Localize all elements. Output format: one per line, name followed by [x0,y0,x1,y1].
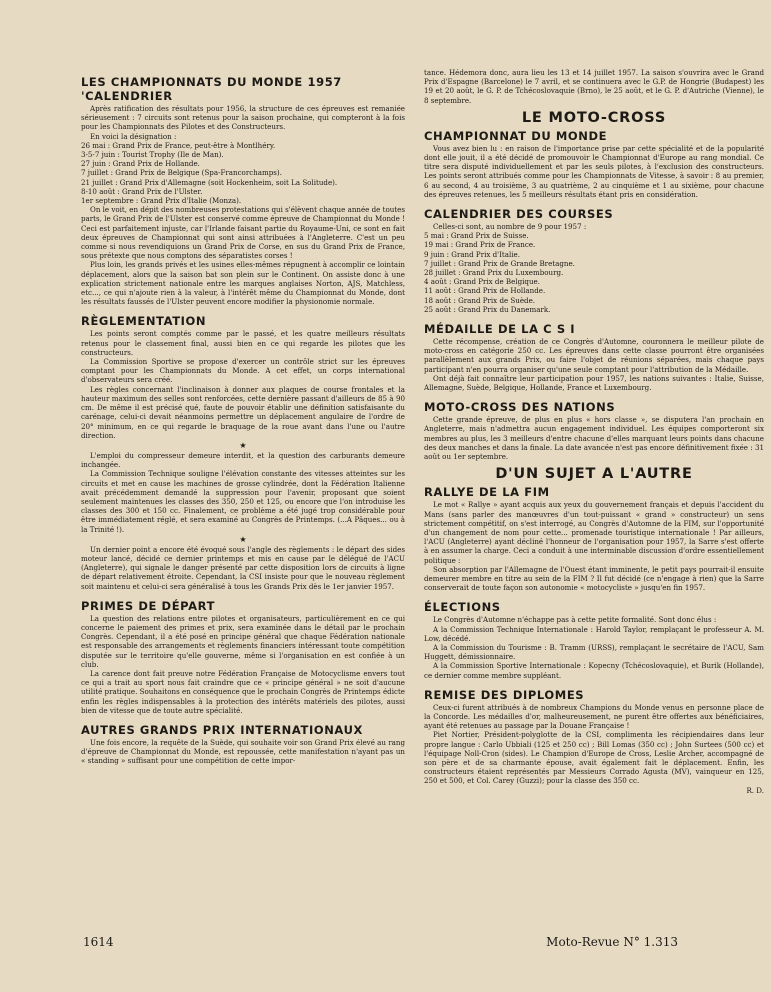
heading-medaille: MÉDAILLE DE LA C S I [424,322,576,337]
schedule-item: 7 juillet : Grand Prix de Belgique (Spa-Francorchamps). [81,168,282,178]
course-item: 19 mai : Grand Prix de France. [424,240,536,250]
paragraph: Les règles concernant l'inclinaison à donner aux plaques de course frontales et la hauteur maximum des selles sont renforcées, cette dernière passant d'ailleurs de 85 à 90 cm. De même il est précisé qué, faute de pouvoir établir une définition satisfaisante du carénage, celui-ci devait néanmoins permettre un déplacement angulaire de l'ordre de 20° minimum, en ce qui regarde le braquage de la roue avant dans l'une ou l'autre direction. [81,384,405,440]
author-signature: R. D. [746,785,764,795]
course-item: 5 mai : Grand Prix de Suisse. [424,231,529,241]
issue-label: Moto-Revue N° 1.313 [546,935,678,949]
heading-rallye: RALLYE DE LA FIM [424,485,550,500]
course-item: 28 juillet : Grand Prix du Luxembourg. [424,268,564,278]
course-item: 25 août : Grand Prix du Danemark. [424,304,551,314]
paragraph: Cette récompense, création de ce Congrès d'Automne, couronnera le meilleur pilote de moto-cross en catégorie 250 cc. Les épreuves dans cette classe pourront être organisées parallèlement aux grands Prix, ou faire l'objet de réunions séparées, mais chaque pays participant n'en pourra organiser qu'une seule comptant pour l'attribution de la Médaille. [424,337,764,374]
paragraph: Ceux-ci furent attribués à de nombreux Champions du Monde venus en personne place de la Concorde. Les médailles d'or, malheureusement, ne purent être offertes aux bénéficiaires, ayant été retenues au passage par la Douane Française ! [424,702,764,731]
paragraph: Un dernier point a encore été évoqué sous l'angle des règlements : le départ des sides moteur lancé, décidé ce dernier printemps et mis en cause par le délégué de l'ACU (Angleterre), qui signale le danger présenté par cette disposition lors de circuits à ligne de départ relativement étroite. Cependant, la CSI insiste pour que le nouveau règlement soit maintenu et celui-ci sera généralisé à tous les Grands Prix dès le 1er janvier 1957. [81,544,405,591]
paragraph: Cette grande épreuve, de plus en plus « hors classe », se disputera l'an prochain en Angleterre, mais n'admettra aucun engagement individuel. Les équipes comporteront six membres au plus, les 3 meilleurs d'entre chacune d'elles marquant leurs points dans chacune des deux manches et dans la finale. La date avancée n'est pas encore définitivement fixée : 31 août ou 1er septembre. [424,415,764,462]
paragraph: Son absorption par l'Allemagne de l'Ouest étant imminente, le petit pays pourrait-il ensuite demeurer membre en titre au sein de la FIM ? Il fut décidé (ce n'engage à rien) que la Sarre conserverait de toute façon son autonomie « motocycliste » jusqu'en fin 1957. [424,564,764,593]
course-item: 7 juillet : Grand Prix de Grande Bretagne. [424,258,575,268]
paragraph: En voici la désignation : [90,131,177,141]
heading-championnats: LES CHAMPIONNATS DU MONDE 1957 [81,75,342,89]
paragraph: Le Congrès d'Automne n'échappe pas à cette petite formalité. Sont donc élus : [433,615,717,625]
paragraph: Les points seront comptés comme par le passé, et les quatre meilleurs résultats retenus pour le classement final, aussi bien en ce qui regarde les pilotes que les constructeurs. [81,329,405,357]
course-item: 9 juin : Grand Prix d'Italie. [424,249,520,259]
paragraph: A la Commission du Tourisme : B. Tramm (URSS), remplaçant le secrétaire de l'ACU, Sam Huggett, démissionnaire. [424,642,764,662]
schedule-item: 26 mai : Grand Prix de France, peut-être à Montlhéry. [81,140,276,150]
schedule-item: 27 juin : Grand Prix de Hollande. [81,159,200,169]
course-item: 18 août : Grand Prix de Suède. [424,295,536,305]
right-column [424,68,764,795]
heading-elections: ÉLECTIONS [424,600,501,615]
paragraph: A la Commission Technique Internationale : Harold Taylor, remplaçant le professeur A. M. Low, décédé. [424,624,764,643]
paragraph: Vous avez bien lu : en raison de l'importance prise par cette spécialité et de la popularité dont elle jouit, il a été décidé de promouvoir le Championnat d'Europe au rang mondial. Ce titre sera disputé individuellement et par les seuls pilotes, à l'exclusion des constructeurs. Les points seront attribués comme pour les Championnats de Vitesse, à savoir : 8 au premier, 6 au second, 4 au troisième, 3 au quatrième, 2 au cinquième et 1 au sixième, pour chacune des épreuves retenues, les 5 meilleurs résultats étant pris en considération. [424,143,764,199]
section-title-sujet: D'UN SUJET A L'AUTRE [495,466,693,483]
paragraph: Piet Nortier, Président-polyglotte de la CSI, complimenta les récipiendaires dans leur propre langue : Carlo Ubbiali (125 et 250 cc) ; Bill Lomas (350 cc) ; John Surtees (500 cc) et l'équipage Noll-Cron (sides). Le Champion d'Europe de Cross, Leslie Archer, accompagné de son père et de sa charmante épouse, avait également fait le déplacement. Enfin, les constructeurs étaient représentés par Messieurs Corrado Agusta (MV), vainqueur en 125, 250 et 500, et Col. Carey (Guzzi); pour la classe des 350 cc. [424,730,764,786]
course-item: 4 août : Grand Prix de Belgique. [424,277,540,287]
heading-reglementation: RÈGLEMENTATION [81,314,207,329]
heading-calendrier: 'CALENDRIER [81,89,173,103]
paragraph: A la Commission Sportive Internationale : Kopecny (Tchécoslovaquie), et Burik (Hollande), ce dernier comme membre suppléant. [424,661,764,680]
paragraph: L'emploi du compresseur demeure interdit, et la question des carburants demeure inchangée. [81,450,405,470]
paragraph: Plus loin, les grands privés et les usines elles-mêmes répugnent à accomplir ce lointain déplacement, alors que la saison bat son plein sur le Continent. On assiste donc à une explication strictement nationale entre les marques anglaises Norton, AJS, Matchless, etc..., ce qui n'ajoute rien à la valeur, à l'intérêt même du Championnat du Monde, dont les résultats faussés de l'Ulster peuvent encore modifier la physionomie normale. [81,260,405,307]
paragraph: La Commission Sportive se propose d'exercer un contrôle strict sur les épreuves comptant pour les Championnats du Monde. A cet effet, un corps international d'observateurs sera créé. [81,357,405,385]
section-title-motocross: LE MOTO-CROSS [521,109,667,126]
paragraph: tance. Hédemora donc, aura lieu les 13 et 14 juillet 1957. La saison s'ouvrira avec le Grand Prix d'Espagne (Barcelone) le 7 avril, et se continuera avec le G.P. de Hongrie (Budapest) les 19 et 20 août, le G. P. de Tchécoslovaquie (Brno), le 25 août, et le G. P. d'Autriche (Vienne), le 8 septembre. [424,68,764,105]
paragraph: La Commission Technique souligne l'élévation constante des vitesses atteintes sur les circuits et met en cause les machines de grosse cylindrée, dont la Fédération Italienne avait précédemment demandé la suppression pour l'avenir, proposant que soient seulement maintenues les classes des 350, 250 et 125, ou encore que l'on introduise les classes des 300 et 150 cc. Finalement, ce problème a été jugé trop considérable pour être immédiatement réglé, et sera examiné au Congrès de Printemps. (...A Pâques... ou à la Trinité !). [81,469,405,534]
paragraph: On le voit, en dépit des nombreuses protestations qui s'élèvent chaque année de toutes parts, le Grand Prix de l'Ulster est conservé comme épreuve de Championnat du Monde ! Ceci est parfaitement injuste, car l'Irlande faisant partie du Royaume-Uni, ce sont en fait deux épreuves de Championnat qui sont ainsi attribuées à l'Angleterre. C'est un peu comme si nous revendiquions un Grand Prix de Corse, en sus du Grand Prix de France, sous prétexte que nous comptons des séparatistes corses ! [81,205,405,261]
paragraph: Celles-ci sont, au nombre de 9 pour 1957 : [433,222,587,232]
paragraph: La carence dont fait preuve notre Fédération Française de Motocyclisme envers tout ce qui a trait au sport nous fait craindre que ce « principe général » ne soit d'aucune utilité pratique. Souhaitons en conséquence que le prochain Congrès de Printemps édicte enfin les règles indispensables à la protection des intérêts matériels des pilotes, aussi bien de vitesse que de toute autre spécialité. [81,668,405,715]
paragraph: Une fois encore, la requête de la Suède, qui souhaite voir son Grand Prix élevé au rang d'épreuve de Championnat du Monde, est repoussée, cette manifestation n'ayant pas un « standing » suffisant pour une compétition de cette impor- [81,737,405,766]
heading-nations: MOTO-CROSS DES NATIONS [424,400,616,415]
schedule-item: 3-5-7 juin : Tourist Trophy (Ile de Man). [81,150,224,160]
paragraph: La question des relations entre pilotes et organisateurs, particulièrement en ce qui concerne le paiement des primes et prix, sera examinée dans le détail par le prochain Congrès. Cependant, il a été posé en principe général que chaque Fédération nationale est responsable des arrangements et règlements financiers intéressant toute compétition disputée sur le territoire qu'elle gouverne, même si l'organisation en est confiée à un club. [81,613,405,669]
paragraph: Le mot « Rallye » ayant acquis aux yeux du gouvernement français et depuis l'accident du Mans (sans parler des manœuvres d'un tout-puissant « grand » constructeur) un sens strictement compétitif, on s'est interrogé, au Congrès d'Automne de la FIM, sur l'opportunité d'un changement de nom pour cette... promenade touristique internationale ! Par ailleurs, l'ACU (Angleterre) ayant décliné l'honneur de l'organisation pour 1957, la Sarre s'est offerte à en assumer la charge. Ceci a conduit à une interminable discussion d'ordre essentiellement politique : [424,500,764,565]
paragraph: Ont déjà fait connaître leur participation pour 1957, les nations suivantes : Italie, Suisse, Allemagne, Suède, Belgique, Hollande, France et Luxembourg. [424,373,764,393]
star-separator: ★ [239,534,247,544]
course-item: 11 août : Grand Prix de Hollande. [424,286,546,296]
paragraph: Après ratification des résultats pour 1956, la structure de ces épreuves est remaniée sérieusement : 7 circuits sont retenus pour la saison prochaine, qui compteront à la fois pour les Championnats des Pilotes et des Constructeurs. [81,104,405,132]
heading-championnat: CHAMPIONNAT DU MONDE [424,128,608,143]
left-column [81,76,405,766]
schedule-item: 21 juillet : Grand Prix d'Allemagne (soit Hockenheim, soit La Solitude). [81,177,338,187]
heading-calendrier-courses: CALENDRIER DES COURSES [424,207,614,222]
schedule-item: 1er septembre : Grand Prix d'Italie (Monza). [81,196,242,206]
schedule-item: 8-10 août : Grand Prix de l'Ulster. [81,186,203,196]
heading-diplomes: REMISE DES DIPLOMES [424,687,585,702]
star-separator: ★ [239,440,247,450]
heading-autres-grands-prix: AUTRES GRANDS PRIX INTERNATIONAUX [81,722,363,737]
page-number: 1614 [83,935,114,949]
heading-primes: PRIMES DE DÉPART [81,598,216,613]
